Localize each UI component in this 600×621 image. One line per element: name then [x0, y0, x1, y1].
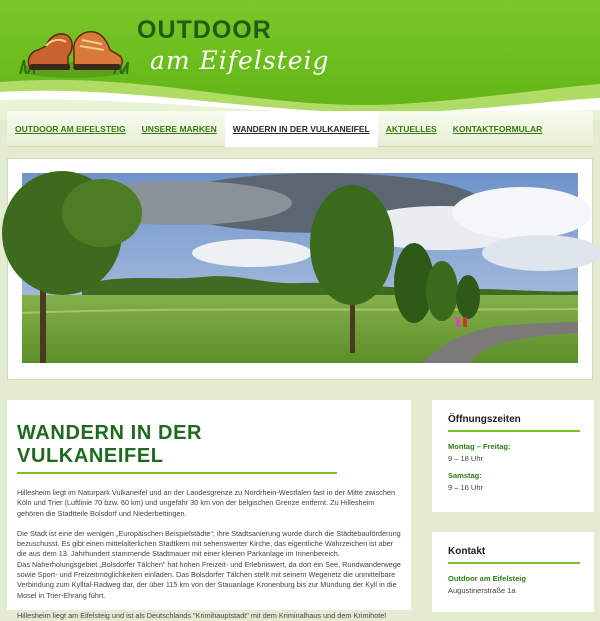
boots-logo-icon [16, 16, 132, 80]
opening-hours-title: Öffnungszeiten [448, 414, 580, 432]
saturday-hours: 9 – 16 Uhr [448, 483, 484, 492]
contact-street: Augustinerstraße 1a [448, 586, 516, 595]
content-paragraph: Hillesheim liegt am Eifelsteig und ist als Deutschlands "Krimihauptstadt" mit dem Kriminalhaus und dem Krimihotel [17, 610, 386, 620]
site-header [0, 0, 600, 120]
landscape-photo-icon [22, 173, 578, 363]
nav-item-wandern-in-der-vulkaneifel[interactable]: WANDERN IN DER VULKANEIFEL [225, 111, 378, 147]
main-content [7, 400, 411, 620]
site-subtitle: am Eifelsteig [150, 46, 330, 75]
nav-item-kontaktformular[interactable]: KONTAKTFORMULAR [452, 123, 543, 134]
nav-item-aktuelles[interactable]: AKTUELLES [385, 123, 437, 134]
hero-landscape-image [22, 173, 578, 363]
contact-company-name: Outdoor am Eifelsteig [448, 574, 526, 583]
content-paragraph: Das Naherholungsgebiet „Bolsdorfer Tälchen“ hat hohen Freizeit- und Erlebniswert, da dort ein See, Rundwanderwege sowie Sport- und Freizeitmöglichkeiten einladen. Das Bolsdorfer Tälchen stellt mit seinem Wegenetz die unmittelbare Verbindung zum Kylltal-Radweg dar, der über 115 km von der Stauanlage Kronenburg bis zur Mündung der Kyll in die Mosel in Trier-Ehrang führt. [17, 559, 401, 600]
content-paragraph: Hillesheim liegt im Naturpark Vulkaneifel und an der Landesgrenze zu Nordrhein-Westfalen fast in der Mitte zwischen Köln und Trier (Luftlinie 70 bzw. 60 km) und ungefähr 30 km von der belgischen Grenze entfernt. Zu Hillesheim gehören die Stadtteile Bolsdorf und Niederbettingen. [17, 488, 396, 518]
opening-hours-box [432, 400, 594, 512]
nav-item-outdoor-am-eifelsteig[interactable]: OUTDOOR AM EIFELSTEIG [15, 123, 126, 134]
nav-item-unsere-marken[interactable]: UNSERE MARKEN [141, 123, 217, 134]
weekday-hours: 9 – 18 Uhr [448, 454, 484, 463]
page-heading: WANDERN IN DER VULKANEIFEL [17, 422, 337, 474]
content-paragraph: Die Stadt ist eine der wenigen „Europäischen Beispielstädte“; ihre Stadtsanierung wurde durch die Städtebauförderung bezuschusst. Es gibt einen mittelalterlichen Stadtkern mit sehenswerter Kirche, das eigentliche Wahrzeichen ist aber die aus dem 13. Jahrhundert stammende Stadtmauer mit einer kleinen Parkanlage im Innenbereich. [17, 528, 401, 559]
contact-box [432, 532, 594, 612]
saturday-label: Samstag: [448, 471, 482, 480]
weekday-label: Montag – Freitag: [448, 442, 511, 451]
main-navigation [7, 111, 593, 147]
contact-title: Kontakt [448, 546, 580, 564]
site-title: OUTDOOR [137, 16, 272, 44]
site-logo[interactable] [16, 16, 132, 80]
